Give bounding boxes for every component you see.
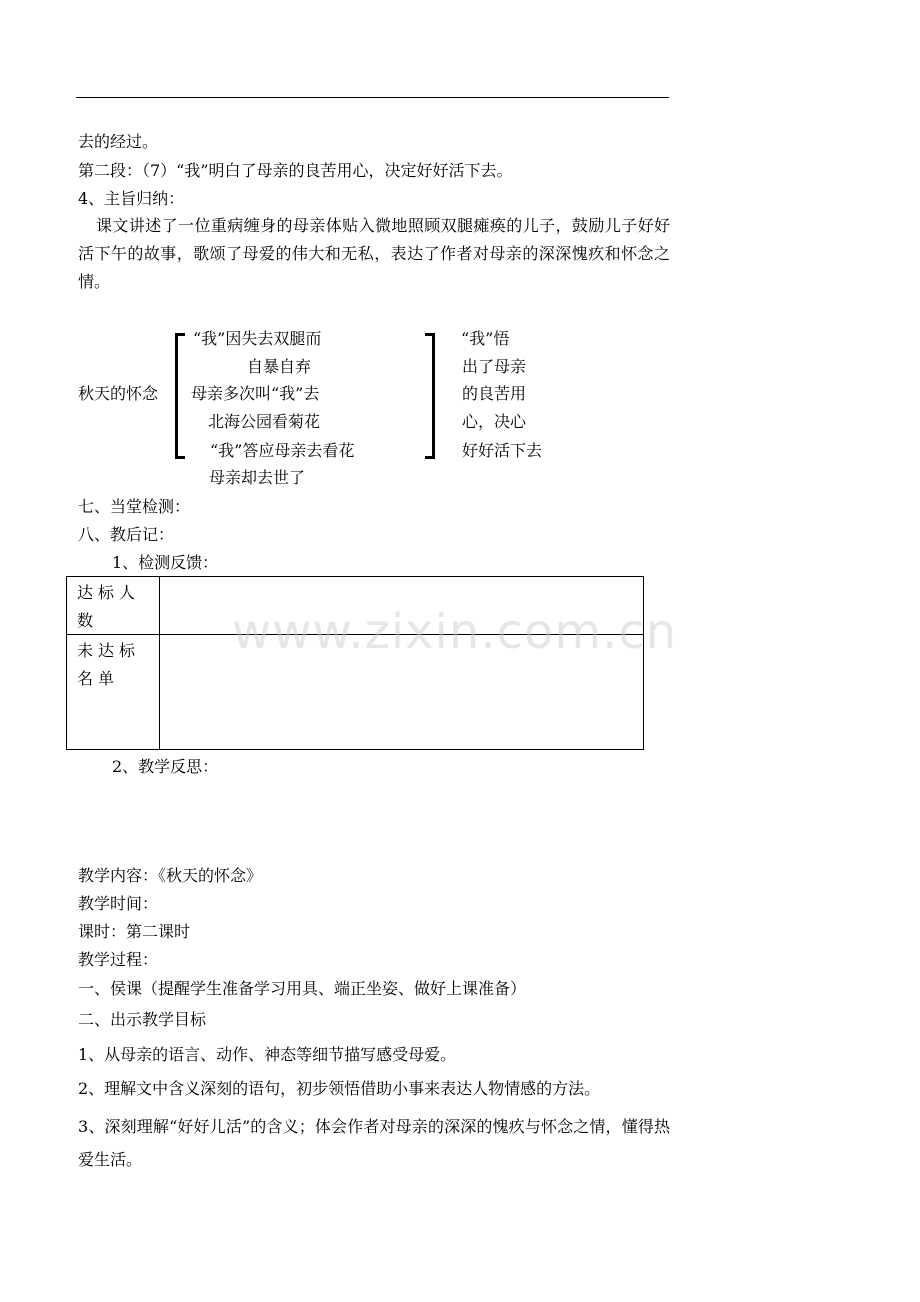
right-bracket bbox=[425, 333, 435, 459]
lesson-step: 二、出示教学目标 bbox=[78, 1010, 207, 1029]
goal-item: 3、深刻理解“好好儿活”的含义；体会作者对母亲的深深的愧疚与怀念之情，懂得热爱生活。 bbox=[78, 1117, 670, 1169]
diagram-title: 秋天的怀念 bbox=[78, 384, 159, 403]
table-label-unqualified-list: 未达标名单 bbox=[77, 641, 141, 688]
feedback-label: 1、检测反馈： bbox=[112, 553, 219, 572]
text-line: 4、主旨归纳： bbox=[78, 189, 185, 208]
table-column-divider bbox=[159, 577, 160, 749]
lesson-time: 教学时间： bbox=[78, 894, 159, 913]
diagram-right-item: 的良苦用 bbox=[462, 384, 527, 403]
lesson-period: 课时：第二课时 bbox=[78, 922, 191, 941]
diagram-right-item: 出了母亲 bbox=[462, 357, 527, 376]
diagram-right-item: “我”悟 bbox=[461, 329, 510, 348]
diagram-left-item: 母亲却去世了 bbox=[209, 468, 306, 487]
header-rule bbox=[76, 97, 669, 98]
theme-paragraph: 课文讲述了一位重病缠身的母亲体贴入微地照顾双腿瘫痪的儿子，鼓励儿子好好活下午的故事，歌颂了母爱的伟大和无私，表达了作者对母亲的深深愧疚和怀念之情。 bbox=[78, 216, 670, 291]
lesson-content: 教学内容：《秋天的怀念》 bbox=[78, 866, 263, 885]
diagram-left-item: 母亲多次叫“我”去 bbox=[191, 384, 320, 403]
diagram-left-item: “我”答应母亲去看花 bbox=[210, 441, 355, 460]
left-bracket bbox=[175, 333, 185, 459]
diagram-right-item: 好好活下去 bbox=[462, 441, 543, 460]
goal-item: 1、从母亲的语言、动作、神态等细节描写感受母爱。 bbox=[78, 1045, 457, 1064]
goal-item: 2、理解文中含义深刻的语句，初步领悟借助小事来表达人物情感的方法。 bbox=[78, 1079, 601, 1098]
text-line: 去的经过。 bbox=[78, 132, 159, 151]
diagram-left-item: 北海公园看菊花 bbox=[208, 412, 321, 431]
diagram-left-item: “我”因失去双腿而 bbox=[193, 329, 322, 348]
lesson-process: 教学过程： bbox=[78, 950, 159, 969]
table-label-qualified-count: 达标人数 bbox=[77, 583, 141, 630]
text-line: 第二段：（7）“我”明白了母亲的良苦用心，决定好好活下去。 bbox=[78, 161, 513, 180]
section-heading: 八、教后记： bbox=[78, 525, 175, 544]
reflection-label: 2、教学反思： bbox=[112, 757, 219, 776]
section-heading: 七、当堂检测： bbox=[78, 497, 191, 516]
diagram-left-item: 自暴自弃 bbox=[247, 357, 312, 376]
lesson-step: 一、侯课（提醒学生准备学习用具、端正坐姿、做好上课准备） bbox=[78, 979, 527, 998]
diagram-right-item: 心，决心 bbox=[462, 412, 527, 431]
feedback-table bbox=[66, 576, 644, 750]
watermark: www.zixin.com.cn bbox=[232, 604, 678, 660]
